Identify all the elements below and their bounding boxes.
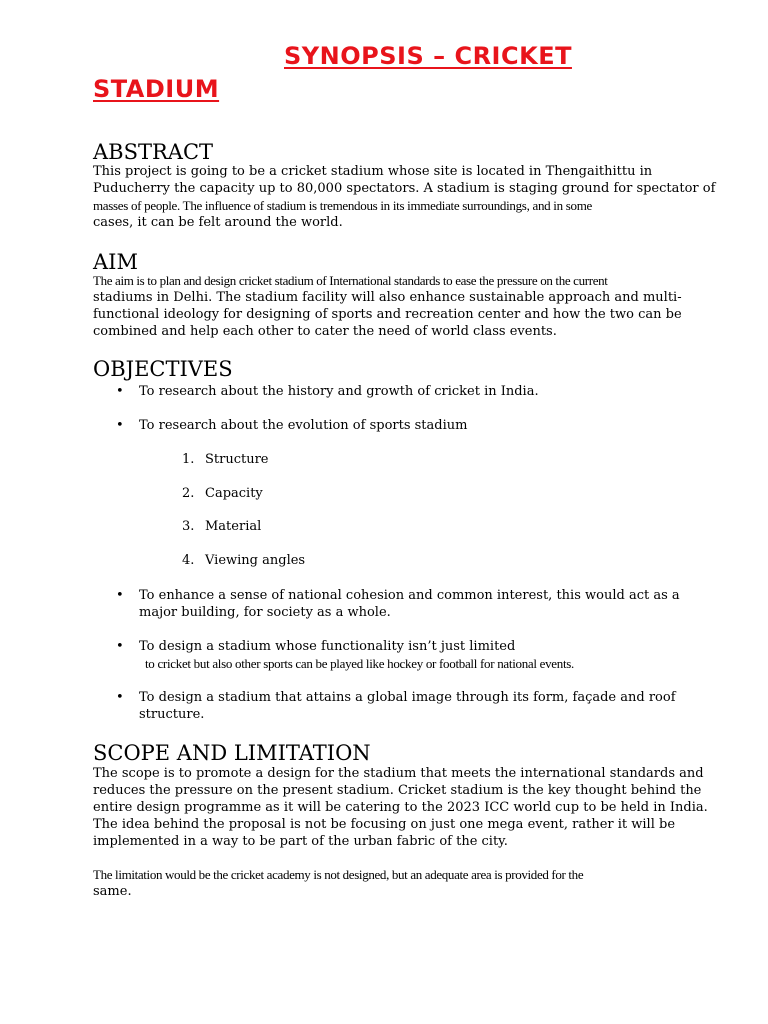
item-number: 3.: [182, 519, 195, 534]
item-text: Material: [205, 519, 262, 534]
document-title-line1: SYNOPSIS – CRICKET: [284, 42, 572, 70]
scope-paragraph: [93, 765, 708, 850]
objective-line: major building, for society as a whole.: [139, 605, 391, 620]
limitation-line: The limitation would be the cricket academy is not designed, but an adequate area is provided for the: [93, 867, 584, 882]
limitation-line: same.: [93, 884, 132, 899]
scope-line: The scope is to promote a design for the stadium that meets the international standards and: [93, 766, 704, 781]
objective-line: To enhance a sense of national cohesion and common interest, this would act as a: [139, 588, 680, 603]
objective-line: structure.: [139, 707, 205, 722]
objective-text: To research about the history and growth of cricket in India.: [139, 384, 539, 399]
item-number: 2.: [182, 486, 195, 501]
abstract-line: masses of people. The influence of stadium is tremendous in its immediate surroundings, and in some: [93, 198, 592, 213]
numbered-item: [182, 451, 269, 468]
objective-line: To design a stadium that attains a global image through its form, façade and roof: [139, 690, 676, 705]
objective-text: [139, 638, 659, 672]
aim-line: functional ideology for designing of sports and recreation center and how the two can be: [93, 307, 682, 322]
item-text: Capacity: [205, 486, 263, 501]
bullet-icon: •: [116, 384, 124, 399]
aim-line: The aim is to plan and design cricket stadium of International standards to ease the pressure on the current: [93, 273, 608, 288]
abstract-line: This project is going to be a cricket stadium whose site is located in Thengaithittu in: [93, 164, 653, 179]
abstract-line: cases, it can be felt around the world.: [93, 215, 343, 230]
bullet-icon: •: [116, 639, 124, 654]
item-text: Structure: [205, 452, 269, 467]
objectives-heading: OBJECTIVES: [93, 357, 233, 381]
objective-text: [139, 689, 676, 723]
abstract-line: Puducherry the capacity up to 80,000 spectators. A stadium is staging ground for spectator of: [93, 181, 716, 196]
scope-line: entire design programme as it will be catering to the 2023 ICC world cup to be held in India.: [93, 800, 708, 815]
aim-paragraph: [93, 272, 682, 340]
bullet-icon: •: [116, 690, 124, 705]
limitation-paragraph: [93, 866, 653, 900]
numbered-item: [182, 485, 263, 502]
abstract-paragraph: [93, 163, 716, 231]
bullet-icon: •: [116, 588, 124, 603]
objective-text: [139, 587, 680, 621]
aim-line: stadiums in Delhi. The stadium facility will also enhance sustainable approach and multi-: [93, 290, 682, 305]
objective-text: To research about the evolution of sports stadium: [139, 418, 468, 433]
scope-line: The idea behind the proposal is not be focusing on just one mega event, rather it will be: [93, 817, 676, 832]
bullet-icon: •: [116, 418, 124, 433]
item-text: Viewing angles: [205, 553, 306, 568]
aim-line: combined and help each other to cater the need of world class events.: [93, 324, 557, 339]
numbered-item: [182, 552, 305, 569]
scope-line: implemented in a way to be part of the urban fabric of the city.: [93, 834, 508, 849]
scope-heading: SCOPE AND LIMITATION: [93, 741, 371, 765]
document-title-line2: STADIUM: [93, 75, 220, 103]
item-number: 1.: [182, 452, 195, 467]
abstract-heading: ABSTRACT: [93, 140, 214, 164]
numbered-item: [182, 518, 261, 535]
aim-heading: AIM: [93, 250, 138, 274]
item-number: 4.: [182, 553, 195, 568]
scope-line: reduces the pressure on the present stadium. Cricket stadium is the key thought behind the: [93, 783, 702, 798]
objective-line: To design a stadium whose functionality isn’t just limited: [139, 639, 516, 654]
objective-line: to cricket but also other sports can be played like hockey or football for national events.: [145, 656, 575, 671]
